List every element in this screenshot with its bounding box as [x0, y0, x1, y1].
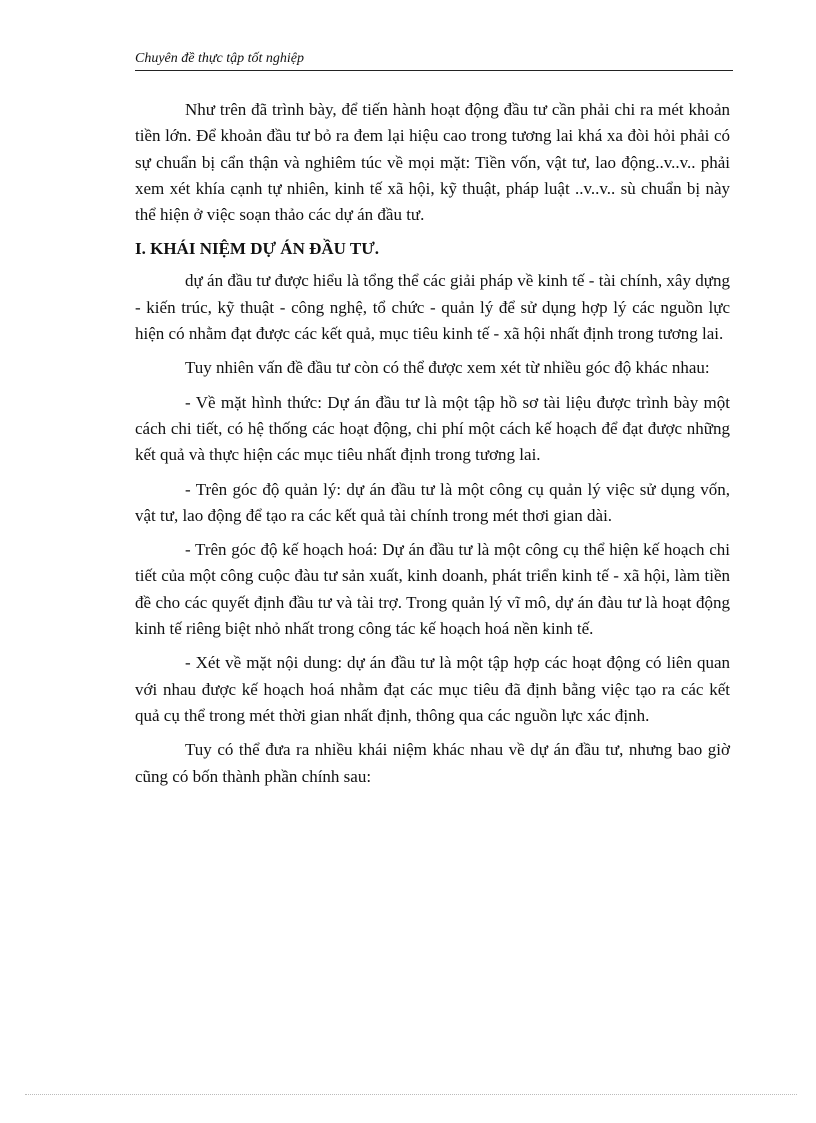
paragraph-definition: dự án đầu tư được hiểu là tổng thể các giải pháp về kinh tế - tài chính, xây dựng - kiến trúc, kỹ thuật - công nghệ, tổ chức - quản lý để sử dụng hợp lý các nguồn lực hiện có nhằm đạt được các kết quả, mục tiêu kinh tế - xã hội nhất định trong tương lai.: [135, 271, 730, 344]
paragraph-perspectives: Tuy nhiên vấn đề đầu tư còn có thể được xem xét từ nhiều góc độ khác nhau:: [185, 358, 710, 378]
page-header: [135, 50, 733, 71]
paragraph-management: - Trên góc độ quản lý: dự án đầu tư là một công cụ quản lý việc sử dụng vốn, vật tư, lao động để tạo ra các kết quả tài chính trong mét thơi gian dài.: [135, 479, 730, 525]
document-body: [135, 97, 730, 798]
paragraph-planning: - Trên góc độ kế hoạch hoá: Dự án đầu tư là một công cụ thể hiện kế hoạch chi tiết của một công cuộc đàu tư sản xuất, kinh doanh, phát triển kinh tế - xã hội, làm tiền đề cho các quyết định đầu tư và tài trợ. Trong quản lý vĩ mô, dự án đàu tư là hoạt động kinh tế riêng biệt nhỏ nhất trong công tác kế hoạch hoá nền kinh tế.: [135, 540, 730, 639]
paragraph-intro: Như trên đã trình bày, để tiến hành hoạt động đầu tư cần phải chi ra mét khoản tiền lớn. Để khoản đầu tư bỏ ra đem lại hiệu cao trong tương lai khá xa đòi hỏi phải có sự chuẩn bị cẩn thận và nghiêm túc về mọi mặt: Tiền vốn, vật tư, lao động..v..v.. phải xem xét khía cạnh tự nhiên, kinh tế xã hội, kỹ thuật, pháp luật ..v..v.. sù chuẩn bị này thể hiện ở việc soạn thảo các dự án đầu tư.: [135, 100, 730, 225]
paragraph-content: - Xét về mặt nội dung: dự án đầu tư là một tập hợp các hoạt động có liên quan với nhau được kế hoạch hoá nhằm đạt các mục tiêu đã định bằng việc tạo ra các kết quả cụ thể trong mét thời gian nhất định, thông qua các nguồn lực xác định.: [135, 653, 730, 725]
section-heading: I. KHÁI NIỆM DỰ ÁN ĐẦU TƯ.: [135, 239, 379, 259]
page-bottom-divider: [25, 1094, 797, 1095]
header-title: Chuyên đề thực tập tốt nghiệp: [135, 51, 304, 66]
paragraph-components: Tuy có thể đưa ra nhiều khái niệm khác nhau về dự án đầu tư, nhưng bao giờ cũng có bốn thành phần chính sau:: [135, 740, 730, 786]
paragraph-form: - Về mặt hình thức: Dự án đầu tư là một tập hồ sơ tài liệu được trình bày một cách chi tiết, có hệ thống các hoạt động, chi phí một cách kế hoạch để đạt được những kết quả và thực hiện các mục tiêu nhất định trong tương lai.: [135, 392, 730, 465]
